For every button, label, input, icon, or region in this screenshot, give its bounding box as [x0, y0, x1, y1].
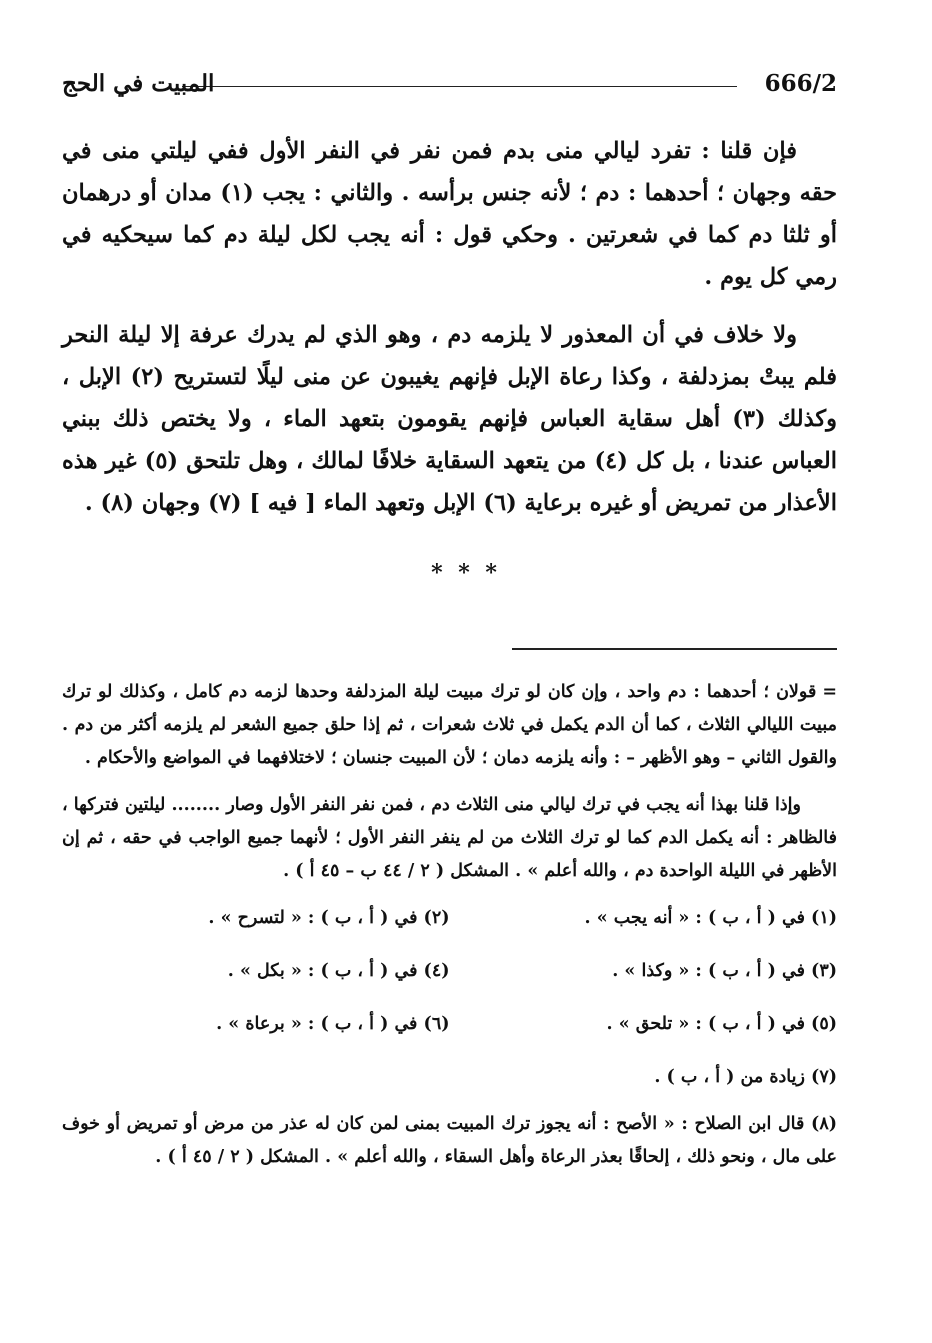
footnote-2: (٢) في ( أ ، ب ) : « لتسرح » . [208, 908, 450, 928]
footnote-row-1 [62, 902, 837, 935]
main-paragraph-2: ولا خلاف في أن المعذور لا يلزمه دم ، وهو الذي لم يدرك عرفة إلا ليلة النحر فلم يبتْ بمزدلفة ، وكذا رعاة الإبل فإنهم يغيبون عن منى ليلًا لتستريح (٢) الإبل ، وكذلك (٣) أهل سقاية العباس فإنهم يقومون بتعهد الماء ، ولا يختص ذلك ببني العباس عندنا ، بل كل (٤) من يتعهد السقاية خلافًا لمالك ، وهل تلتحق (٥) غير هذه الأعذار من تمريض أو غيره برعاية (٦) الإبل وتعهد الماء [ فيه ] (٧) وجهان (٨) . [62, 322, 838, 516]
section-separator: * * * [431, 560, 501, 586]
footnotes [62, 676, 837, 1188]
footnote-8: (٨) قال ابن الصلاح : « الأصح : أنه يجوز ترك المبيت بمنى لمن كان له عذر من مرض أو تمريض أو خوف على مال ، ونحو ذلك ، إلحاقًا بعذر الرعاة وأهل السقاء ، والله أعلم » . المشكل ( ٢ / ٤٥ أ ) . [62, 1114, 837, 1167]
footnote-6: (٦) في ( أ ، ب ) : « برعاة » . [216, 1014, 450, 1034]
footnote-continued: = قولان ؛ أحدهما : دم واحد ، وإن كان لو ترك مبيت ليلة المزدلفة وحدها لزمه دم كامل ، وكذلك لو ترك مبيت الليالي الثلاث ، كما أن الدم يكمل في ثلاث شعرات ، ثم إذا حلق جميع الشعر لم يلزمه أكثر من دم . والقول الثاني – وهو الأظهر – : وأنه يلزمه دمان ؛ لأن المبيت جنسان ؛ لاختلافهما في المواضع والأحكام . [62, 676, 837, 775]
footnote-rule [512, 648, 837, 650]
footnote-row-3 [62, 1008, 837, 1041]
footnote-row-2 [62, 955, 837, 988]
main-paragraph-1: فإن قلنا : تفرد ليالي منى بدم فمن نفر في النفر الأول ففي ليلتي منى في حقه وجهان ؛ أحدهما : دم ؛ لأنه جنس برأسه . والثاني : يجب (١) مدان أو درهمان أو ثلثا دم كما في شعرتين . وحكي قول : أنه يجب لكل ليلة دم كما سيحكيه في رمي كل يوم . [62, 138, 837, 290]
page-header [62, 70, 837, 110]
header-rule [182, 86, 737, 87]
footnote-3: (٣) في ( أ ، ب ) : « وكذا » . [612, 961, 837, 981]
main-text [62, 130, 837, 540]
running-title: المبيت في الحج [62, 70, 215, 97]
footnote-4: (٤) في ( أ ، ب ) : « بكل » . [227, 961, 450, 981]
footnote-continued-paragraph: وإذا قلنا بهذا أنه يجب في ترك ليالي منى الثلاث دم ، فمن نفر النفر الأول وصار ........ ليلتين فتركها ، فالظاهر : أنه يكمل الدم كما لو ترك الثلاث من لم ينفر النفر الأول ؛ لأنهما جميع الواجب في حقه ، ثم إن الأظهر في الليلة الواحدة دم ، والله أعلم » . المشكل ( ٢ / ٤٤ ب – ٤٥ أ ) . [62, 795, 837, 881]
footnote-1: (١) في ( أ ، ب ) : « أنه يجب » . [584, 908, 837, 928]
footnote-5: (٥) في ( أ ، ب ) : « تلحق » . [606, 1014, 837, 1034]
footnote-7: (٧) زيادة من ( أ ، ب ) . [654, 1067, 837, 1087]
page-number: 666/2 [764, 70, 837, 97]
